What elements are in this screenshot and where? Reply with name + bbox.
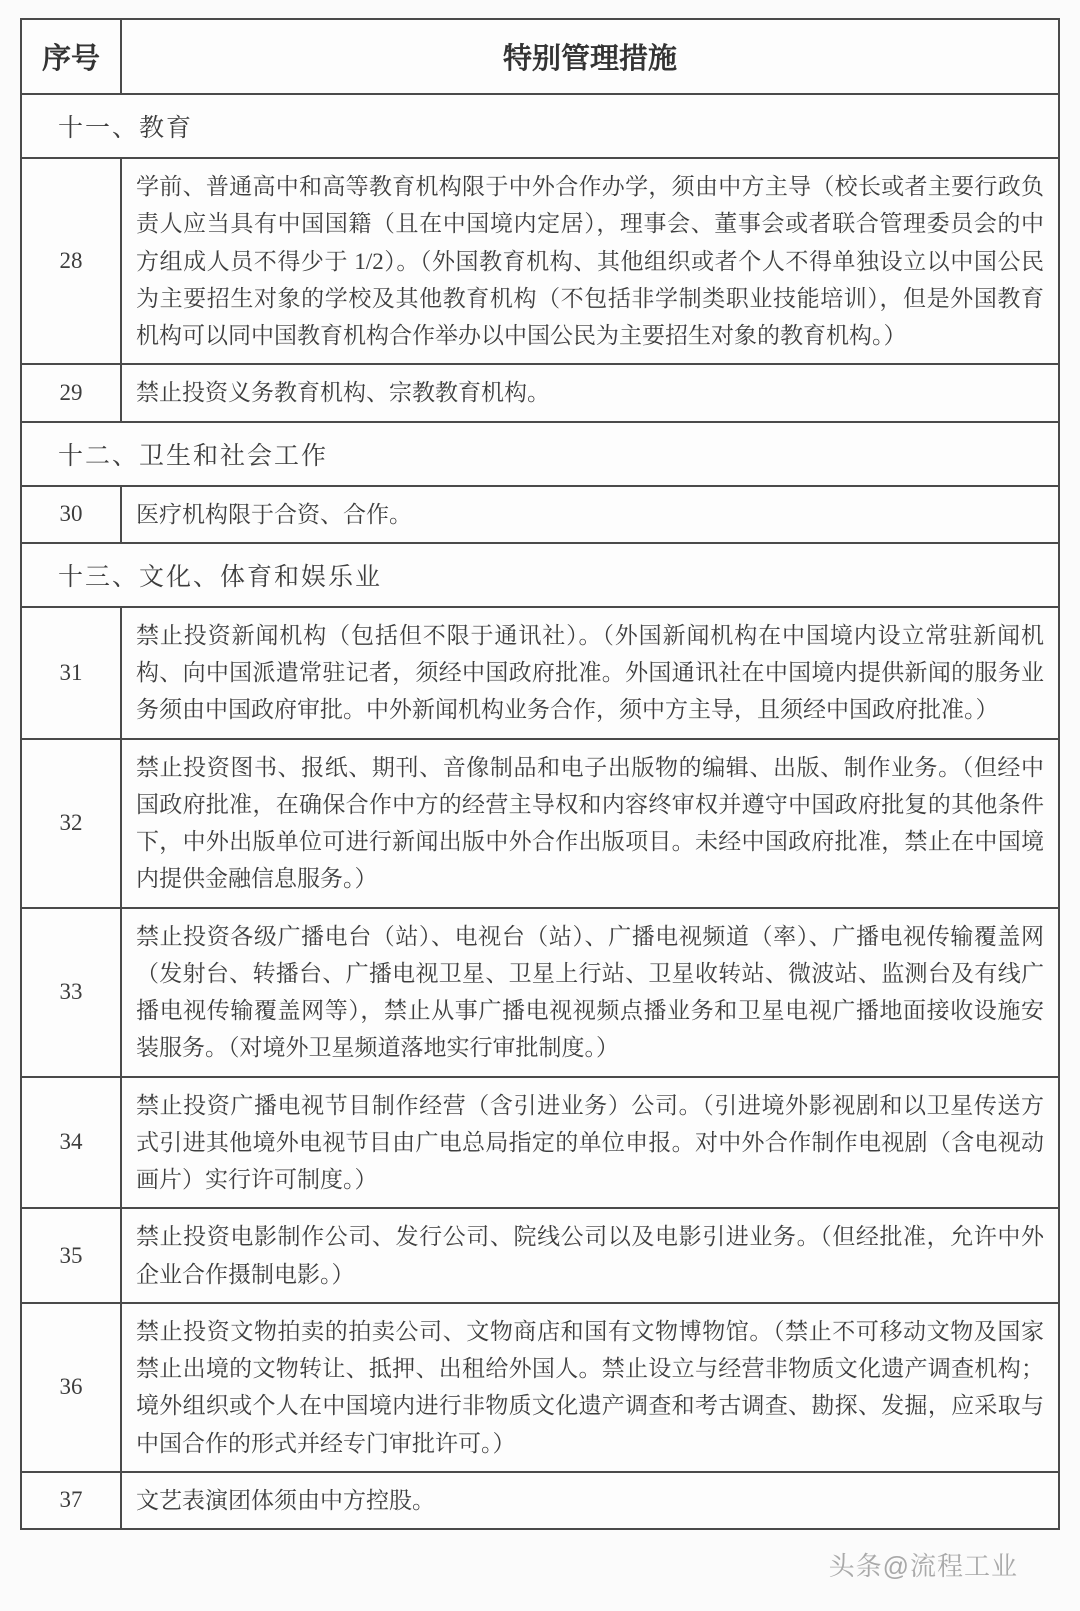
- item-measure-text: 禁止投资图书、报纸、期刊、音像制品和电子出版物的编辑、出版、制作业务。（但经中国政府批准，在确保合作中方的经营主导权和内容终审权并遵守中国政府批复的其他条件下，中外出版单位可进行新闻出版中外合作出版项目。未经中国政府批准，禁止在中国境内提供金融信息服务。）: [121, 739, 1059, 908]
- item-serial-number: 30: [21, 486, 121, 543]
- section-title: 十二、卫生和社会工作: [21, 422, 1059, 486]
- item-measure-text: 医疗机构限于合资、合作。: [121, 486, 1059, 543]
- item-serial-number: 34: [21, 1077, 121, 1209]
- table-row: [21, 1208, 1059, 1303]
- item-serial-number: 36: [21, 1303, 121, 1472]
- item-measure-text: 禁止投资各级广播电台（站）、电视台（站）、广播电视频道（率）、广播电视传输覆盖网（发射台、转播台、广播电视卫星、卫星上行站、卫星收转站、微波站、监测台及有线广播电视传输覆盖网等），禁止从事广播电视视频点播业务和卫星电视广播地面接收设施安装服务。（对境外卫星频道落地实行审批制度。）: [121, 908, 1059, 1077]
- item-serial-number: 28: [21, 158, 121, 364]
- section-title: 十三、文化、体育和娱乐业: [21, 543, 1059, 607]
- section-row: [21, 94, 1059, 158]
- item-serial-number: 35: [21, 1208, 121, 1303]
- item-measure-text: 文艺表演团体须由中方控股。: [121, 1472, 1059, 1529]
- watermark: 头条@流程工业: [828, 1551, 1018, 1581]
- table-row: [21, 486, 1059, 543]
- item-measure-text: 禁止投资义务教育机构、宗教教育机构。: [121, 364, 1059, 421]
- item-serial-number: 31: [21, 607, 121, 739]
- header-serial-number: 序号: [21, 19, 121, 94]
- item-serial-number: 37: [21, 1472, 121, 1529]
- item-serial-number: 33: [21, 908, 121, 1077]
- table-row: [21, 364, 1059, 421]
- table-row: [21, 1077, 1059, 1209]
- header-row: [21, 19, 1059, 94]
- measures-table: [20, 18, 1060, 1530]
- table-row: [21, 739, 1059, 908]
- section-title: 十一、教育: [21, 94, 1059, 158]
- table-row: [21, 1303, 1059, 1472]
- section-row: [21, 422, 1059, 486]
- table-row: [21, 1472, 1059, 1529]
- header-measure-title: 特别管理措施: [121, 19, 1059, 94]
- item-serial-number: 32: [21, 739, 121, 908]
- section-row: [21, 543, 1059, 607]
- item-serial-number: 29: [21, 364, 121, 421]
- table-row: [21, 158, 1059, 364]
- item-measure-text: 禁止投资广播电视节目制作经营（含引进业务）公司。（引进境外影视剧和以卫星传送方式引进其他境外电视节目由广电总局指定的单位申报。对中外合作制作电视剧（含电视动画片）实行许可制度。）: [121, 1077, 1059, 1209]
- item-measure-text: 禁止投资电影制作公司、发行公司、院线公司以及电影引进业务。（但经批准，允许中外企业合作摄制电影。）: [121, 1208, 1059, 1303]
- item-measure-text: 学前、普通高中和高等教育机构限于中外合作办学，须由中方主导（校长或者主要行政负责人应当具有中国国籍（且在中国境内定居），理事会、董事会或者联合管理委员会的中方组成人员不得少于 1/2）。（外国教育机构、其他组织或者个人不得单独设立以中国公民为主要招生对象的学校及其他教育机构（不包括非学制类职业技能培训），但是外国教育机构可以同中国教育机构合作举办以中国公民为主要招生对象的教育机构。）: [121, 158, 1059, 364]
- item-measure-text: 禁止投资文物拍卖的拍卖公司、文物商店和国有文物博物馆。（禁止不可移动文物及国家禁止出境的文物转让、抵押、出租给外国人。禁止设立与经营非物质文化遗产调查机构；境外组织或个人在中国境内进行非物质文化遗产调查和考古调查、勘探、发掘，应采取与中国合作的形式并经专门审批许可。）: [121, 1303, 1059, 1472]
- table-row: [21, 908, 1059, 1077]
- table-row: [21, 607, 1059, 739]
- item-measure-text: 禁止投资新闻机构（包括但不限于通讯社）。（外国新闻机构在中国境内设立常驻新闻机构、向中国派遣常驻记者，须经中国政府批准。外国通讯社在中国境内提供新闻的服务业务须由中国政府审批。中外新闻机构业务合作，须中方主导，且须经中国政府批准。）: [121, 607, 1059, 739]
